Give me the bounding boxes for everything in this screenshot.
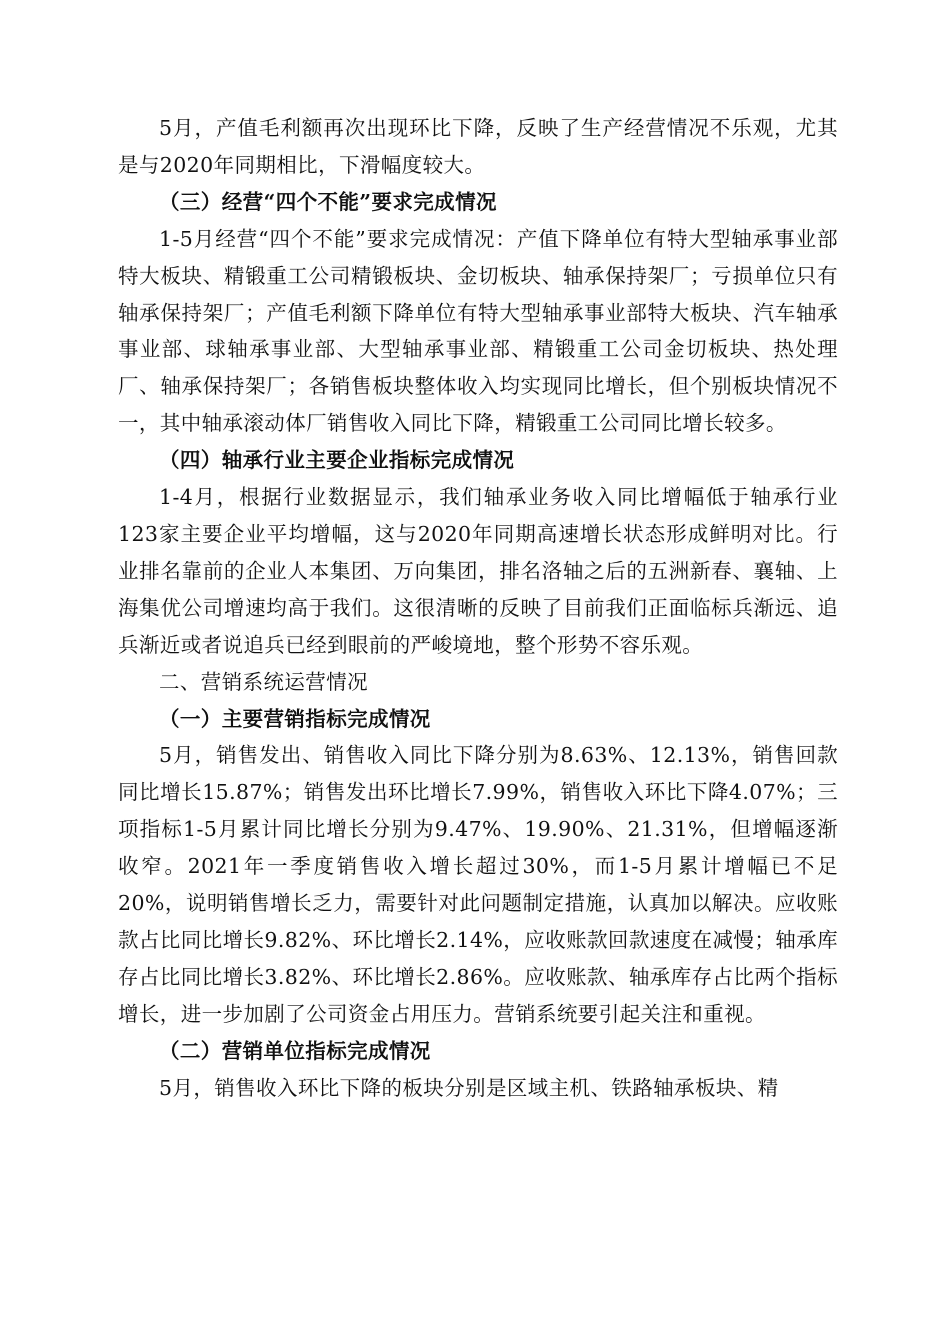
paragraph-gross-profit: 5月，产值毛利额再次出现环比下降，反映了生产经营情况不乐观，尤其是与2020年同期相比，下滑幅度较大。: [118, 116, 838, 177]
heading-four-cannots: （三）经营“四个不能”要求完成情况: [159, 189, 497, 214]
heading-industry-indicators: （四）轴承行业主要企业指标完成情况: [159, 448, 515, 473]
document-page: [118, 110, 838, 1106]
heading-main-marketing-indicators: （一）主要营销指标完成情况: [159, 706, 431, 731]
paragraph-marketing-units: 5月，销售收入环比下降的板块分别是区域主机、铁路轴承板块、精: [159, 1075, 779, 1100]
paragraph-industry-indicators: 1-4月，根据行业数据显示，我们轴承业务收入同比增幅低于轴承行业123家主要企业平均增幅，这与2020年同期高速增长状态形成鲜明对比。行业排名靠前的企业人本集团、万向集团，排名洛轴之后的五洲新春、襄轴、上海集优公司增速均高于我们。这很清晰的反映了目前我们正面临标兵渐远、追兵渐近或者说追兵已经到眼前的严峻境地，整个形势不容乐观。: [118, 485, 838, 657]
paragraph-main-marketing-indicators: 5月，销售发出、销售收入同比下降分别为8.63%、12.13%，销售回款同比增长15.87%；销售发出环比增长7.99%，销售收入环比下降4.07%；三项指标1-5月累计同比增长分别为9.47%、19.90%、21.31%，但增幅逐渐收窄。2021年一季度销售收入增长超过30%，而1-5月累计增幅已不足20%，说明销售增长乏力，需要针对此问题制定措施，认真加以解决。应收账款占比同比增长9.82%、环比增长2.14%，应收账款回款速度在减慢；轴承库存占比同比增长3.82%、环比增长2.86%。应收账款、轴承库存占比两个指标增长，进一步加剧了公司资金占用压力。营销系统要引起关注和重视。: [118, 743, 838, 1026]
heading-marketing-units: （二）营销单位指标完成情况: [159, 1038, 431, 1063]
section-title-marketing: 二、营销系统运营情况: [159, 669, 368, 694]
paragraph-four-cannots: 1-5月经营“四个不能”要求完成情况：产值下降单位有特大型轴承事业部特大板块、精锻重工公司精锻板块、金切板块、轴承保持架厂；亏损单位只有轴承保持架厂；产值毛利额下降单位有特大型轴承事业部特大板块、汽车轴承事业部、球轴承事业部、大型轴承事业部、精锻重工公司金切板块、热处理厂、轴承保持架厂；各销售板块整体收入均实现同比增长，但个别板块情况不一，其中轴承滚动体厂销售收入同比下降，精锻重工公司同比增长较多。: [118, 226, 838, 436]
